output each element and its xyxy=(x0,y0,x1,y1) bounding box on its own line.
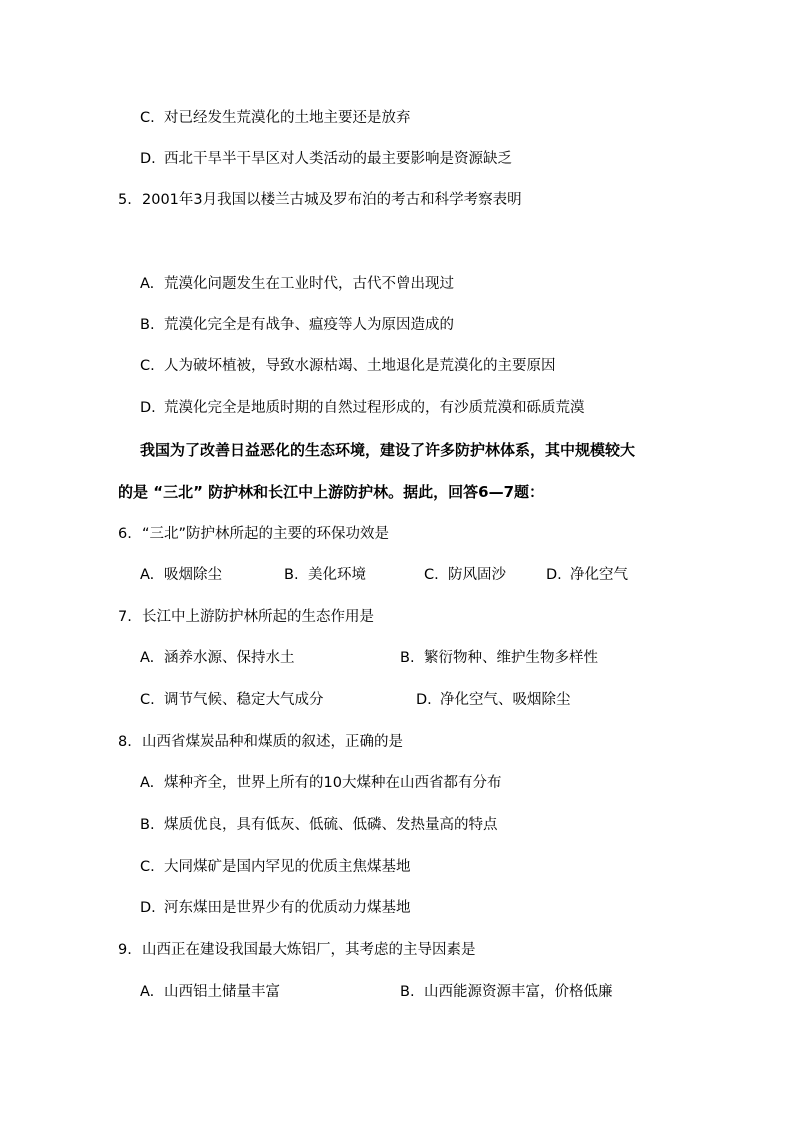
question-text: 长江中上游防护林所起的生态作用是 xyxy=(142,609,374,625)
option-text: 净化空气 xyxy=(570,567,628,583)
question-text: 山西正在建设我国最大炼铝厂，其考虑的主导因素是 xyxy=(142,942,476,958)
option-7a xyxy=(140,651,295,666)
option-label: A. xyxy=(140,984,155,1000)
option-label: C. xyxy=(140,110,155,126)
option-label: B. xyxy=(140,817,155,833)
option-5b xyxy=(140,318,454,333)
option-text: 西北干旱半干旱区对人类活动的最主要影响是资源缺乏 xyxy=(164,151,512,167)
option-label: D. xyxy=(140,900,156,916)
option-7b xyxy=(400,651,598,666)
question-text: “三北”防护林所起的主要的环保功效是 xyxy=(142,526,390,542)
option-7c xyxy=(140,693,324,708)
option-text: 繁衍物种、维护生物多样性 xyxy=(424,650,598,666)
option-4d xyxy=(140,152,512,167)
option-6d xyxy=(546,568,628,583)
option-label: D. xyxy=(140,400,156,416)
option-8a xyxy=(140,776,501,791)
option-label: D. xyxy=(546,567,562,583)
question-text: 2001年3月我国以楼兰古城及罗布泊的考古和科学考察表明 xyxy=(142,192,522,208)
option-text: 大同煤矿是国内罕见的优质主焦煤基地 xyxy=(164,859,411,875)
option-label: B. xyxy=(400,984,415,1000)
option-label: C. xyxy=(140,692,155,708)
option-text: 美化环境 xyxy=(308,567,366,583)
question-6 xyxy=(118,527,389,542)
option-text: 人为破坏植被，导致水源枯竭、土地退化是荒漠化的主要原因 xyxy=(164,358,556,374)
option-text: 荒漠化完全是有战争、瘟疫等人为原因造成的 xyxy=(164,317,454,333)
option-label: D. xyxy=(416,692,432,708)
option-6a xyxy=(140,568,222,583)
option-label: B. xyxy=(284,567,299,583)
option-9a xyxy=(140,985,280,1000)
option-label: C. xyxy=(140,859,155,875)
option-5a xyxy=(140,277,454,292)
option-8b xyxy=(140,818,498,833)
option-7d xyxy=(416,693,571,708)
option-label: A. xyxy=(140,775,155,791)
option-6c xyxy=(424,568,506,583)
option-5d xyxy=(140,401,585,416)
option-5c xyxy=(140,359,556,374)
option-8c xyxy=(140,860,411,875)
option-label: A. xyxy=(140,567,155,583)
option-6b xyxy=(284,568,366,583)
option-8d xyxy=(140,901,411,916)
option-text: 荒漠化问题发生在工业时代，古代不曾出现过 xyxy=(164,276,454,292)
option-label: A. xyxy=(140,276,155,292)
option-4c xyxy=(140,111,411,126)
option-text: 山西能源资源丰富，价格低廉 xyxy=(424,984,613,1000)
option-text: 煤质优良，具有低灰、低硫、低磷、发热量高的特点 xyxy=(164,817,498,833)
question-text: 山西省煤炭品种和煤质的叙述，正确的是 xyxy=(142,734,403,750)
question-number: 6. xyxy=(118,526,132,542)
option-text: 对已经发生荒漠化的土地主要还是放弃 xyxy=(164,110,411,126)
option-label: B. xyxy=(140,317,155,333)
question-number: 7. xyxy=(118,609,132,625)
option-text: 防风固沙 xyxy=(448,567,506,583)
question-7 xyxy=(118,610,374,625)
option-text: 净化空气、吸烟除尘 xyxy=(440,692,571,708)
option-label: C. xyxy=(424,567,439,583)
option-text: 煤种齐全，世界上所有的10大煤种在山西省都有分布 xyxy=(164,775,502,791)
option-text: 河东煤田是世界少有的优质动力煤基地 xyxy=(164,900,411,916)
passage-line-2: 的是 “三北” 防护林和长江中上游防护林。据此，回答6—7题： xyxy=(118,483,545,501)
question-9 xyxy=(118,943,476,958)
option-label: A. xyxy=(140,650,155,666)
option-text: 涵养水源、保持水土 xyxy=(164,650,295,666)
option-text: 吸烟除尘 xyxy=(164,567,222,583)
option-text: 荒漠化完全是地质时期的自然过程形成的，有沙质荒漠和砾质荒漠 xyxy=(164,400,585,416)
option-label: B. xyxy=(400,650,415,666)
option-9b xyxy=(400,985,613,1000)
option-label: D. xyxy=(140,151,156,167)
option-text: 调节气候、稳定大气成分 xyxy=(164,692,324,708)
question-number: 8. xyxy=(118,734,132,750)
option-text: 山西铝土储量丰富 xyxy=(164,984,280,1000)
question-5 xyxy=(118,193,522,208)
question-number: 9. xyxy=(118,942,132,958)
question-number: 5. xyxy=(118,192,132,208)
question-8 xyxy=(118,735,403,750)
passage-line-1: 我国为了改善日益恶化的生态环境，建设了许多防护林体系，其中规模较大 xyxy=(140,441,636,459)
option-label: C. xyxy=(140,358,155,374)
